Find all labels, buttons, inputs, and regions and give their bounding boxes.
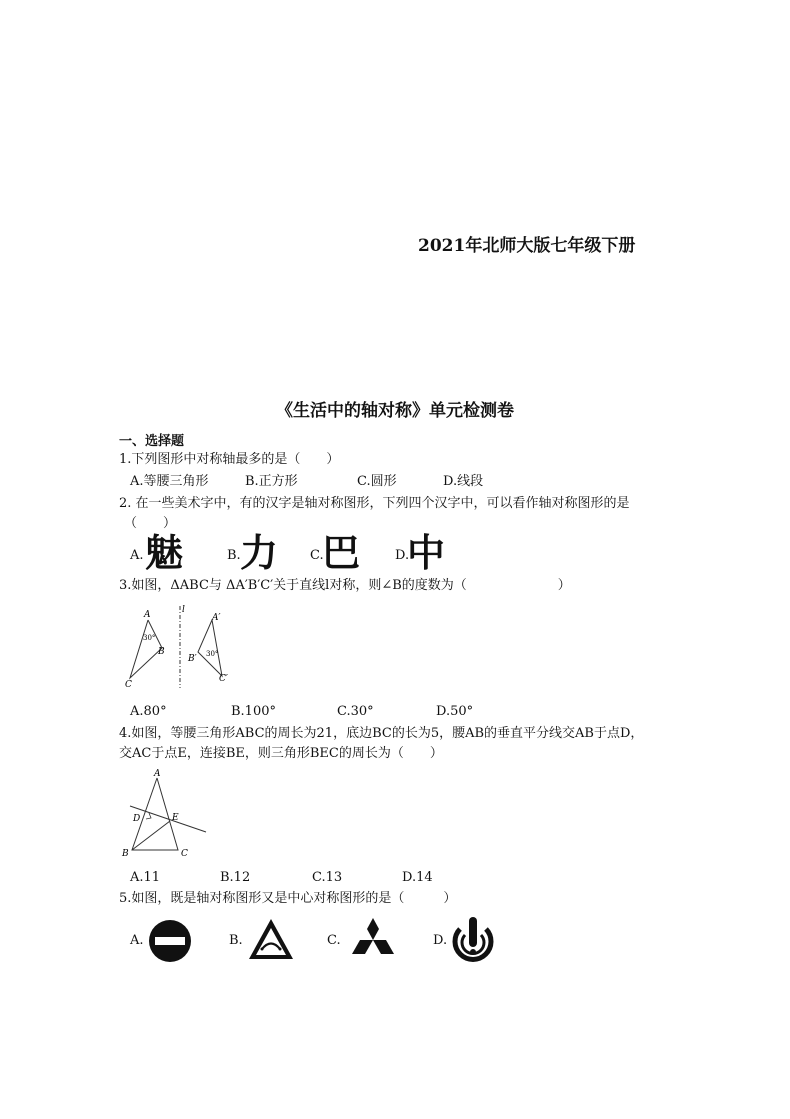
question-3-stem: 3.如图，ΔABC与 ΔA′B′C′关于直线l对称，则∠B的度数为（ ） xyxy=(119,578,571,593)
label-angle-left: 30° xyxy=(143,634,156,642)
label-b: B xyxy=(158,647,165,657)
question-4-option-c: C.13 xyxy=(312,870,343,885)
section-title: 一、选择题 xyxy=(119,434,185,449)
label-a: A xyxy=(144,610,151,620)
label-b: B xyxy=(122,849,129,859)
question-1-option-b: B.正方形 xyxy=(245,474,298,489)
question-4-stem: 4.如图，等腰三角形ABC的周长为21，底边BC的长为5，腰AB的垂直平分线交AB于点D， xyxy=(119,726,644,741)
question-5-option-c-letter: C. xyxy=(327,933,341,948)
label-b-prime: B′ xyxy=(188,654,197,664)
triangle-a2b2c2 xyxy=(198,620,222,676)
perpendicular-bisector xyxy=(130,806,206,832)
question-2-option-b-letter: B. xyxy=(227,548,241,563)
document-title: 《生活中的轴对称》单元检测卷 xyxy=(276,401,514,421)
question-2-option-d-letter: D. xyxy=(395,548,410,563)
question-3-option-a: A.80° xyxy=(130,704,167,719)
question-3-option-c: C.30° xyxy=(337,704,374,719)
question-2-stem-cont: （ ） xyxy=(124,516,177,531)
question-5-option-d-letter: D. xyxy=(433,933,448,948)
question-4-option-d: D.14 xyxy=(402,870,433,885)
question-4-figure xyxy=(118,766,214,860)
question-4-stem-cont: 交AC于点E，连接BE，则三角形BEC的周长为（ ） xyxy=(119,746,443,761)
no-entry-sign-icon xyxy=(148,919,192,963)
three-diamonds-logo-icon xyxy=(348,916,398,962)
label-c: C xyxy=(181,849,188,859)
label-e: E xyxy=(172,813,179,823)
question-1-option-d: D.线段 xyxy=(443,474,484,489)
question-2-option-a-letter: A. xyxy=(130,548,144,563)
question-1-option-a: A.等腰三角形 xyxy=(130,474,209,489)
question-1-stem: 1.下列图形中对称轴最多的是（ ） xyxy=(119,452,340,467)
question-4-option-a: A.11 xyxy=(130,870,161,885)
label-c-prime: C′ xyxy=(219,674,228,684)
question-3-figure xyxy=(118,600,248,692)
right-angle-mark xyxy=(146,813,151,819)
question-4-option-b: B.12 xyxy=(220,870,251,885)
question-2-option-d-char: 中 xyxy=(407,531,446,575)
triangle-warning-sign-icon xyxy=(246,916,296,962)
label-a: A xyxy=(154,769,161,779)
circular-emblem-logo-icon xyxy=(450,915,496,963)
question-2-option-b-char: 力 xyxy=(240,531,279,575)
question-1-option-c: C.圆形 xyxy=(357,474,397,489)
question-5-option-a-letter: A. xyxy=(130,933,144,948)
question-2-option-c-char: 巴 xyxy=(322,531,361,575)
question-5-option-b-letter: B. xyxy=(229,933,243,948)
question-5-stem: 5.如图，既是轴对称图形又是中心对称图形的是（ ） xyxy=(119,891,457,906)
label-d: D xyxy=(133,814,141,824)
header-title: 2021年北师大版七年级下册 xyxy=(418,236,636,256)
label-angle-right: 30° xyxy=(206,650,219,658)
question-3-option-b: B.100° xyxy=(231,704,276,719)
segment-be xyxy=(132,821,170,850)
label-line-l: l xyxy=(182,605,185,615)
label-c: C xyxy=(125,680,132,690)
question-3-option-d: D.50° xyxy=(436,704,474,719)
question-2-stem: 2. 在一些美术字中，有的汉字是轴对称图形，下列四个汉字中，可以看作轴对称图形的是 xyxy=(119,496,630,511)
question-2-option-c-letter: C. xyxy=(310,548,324,563)
question-2-option-a-char: 魅 xyxy=(145,531,184,575)
label-a-prime: A′ xyxy=(212,613,221,623)
